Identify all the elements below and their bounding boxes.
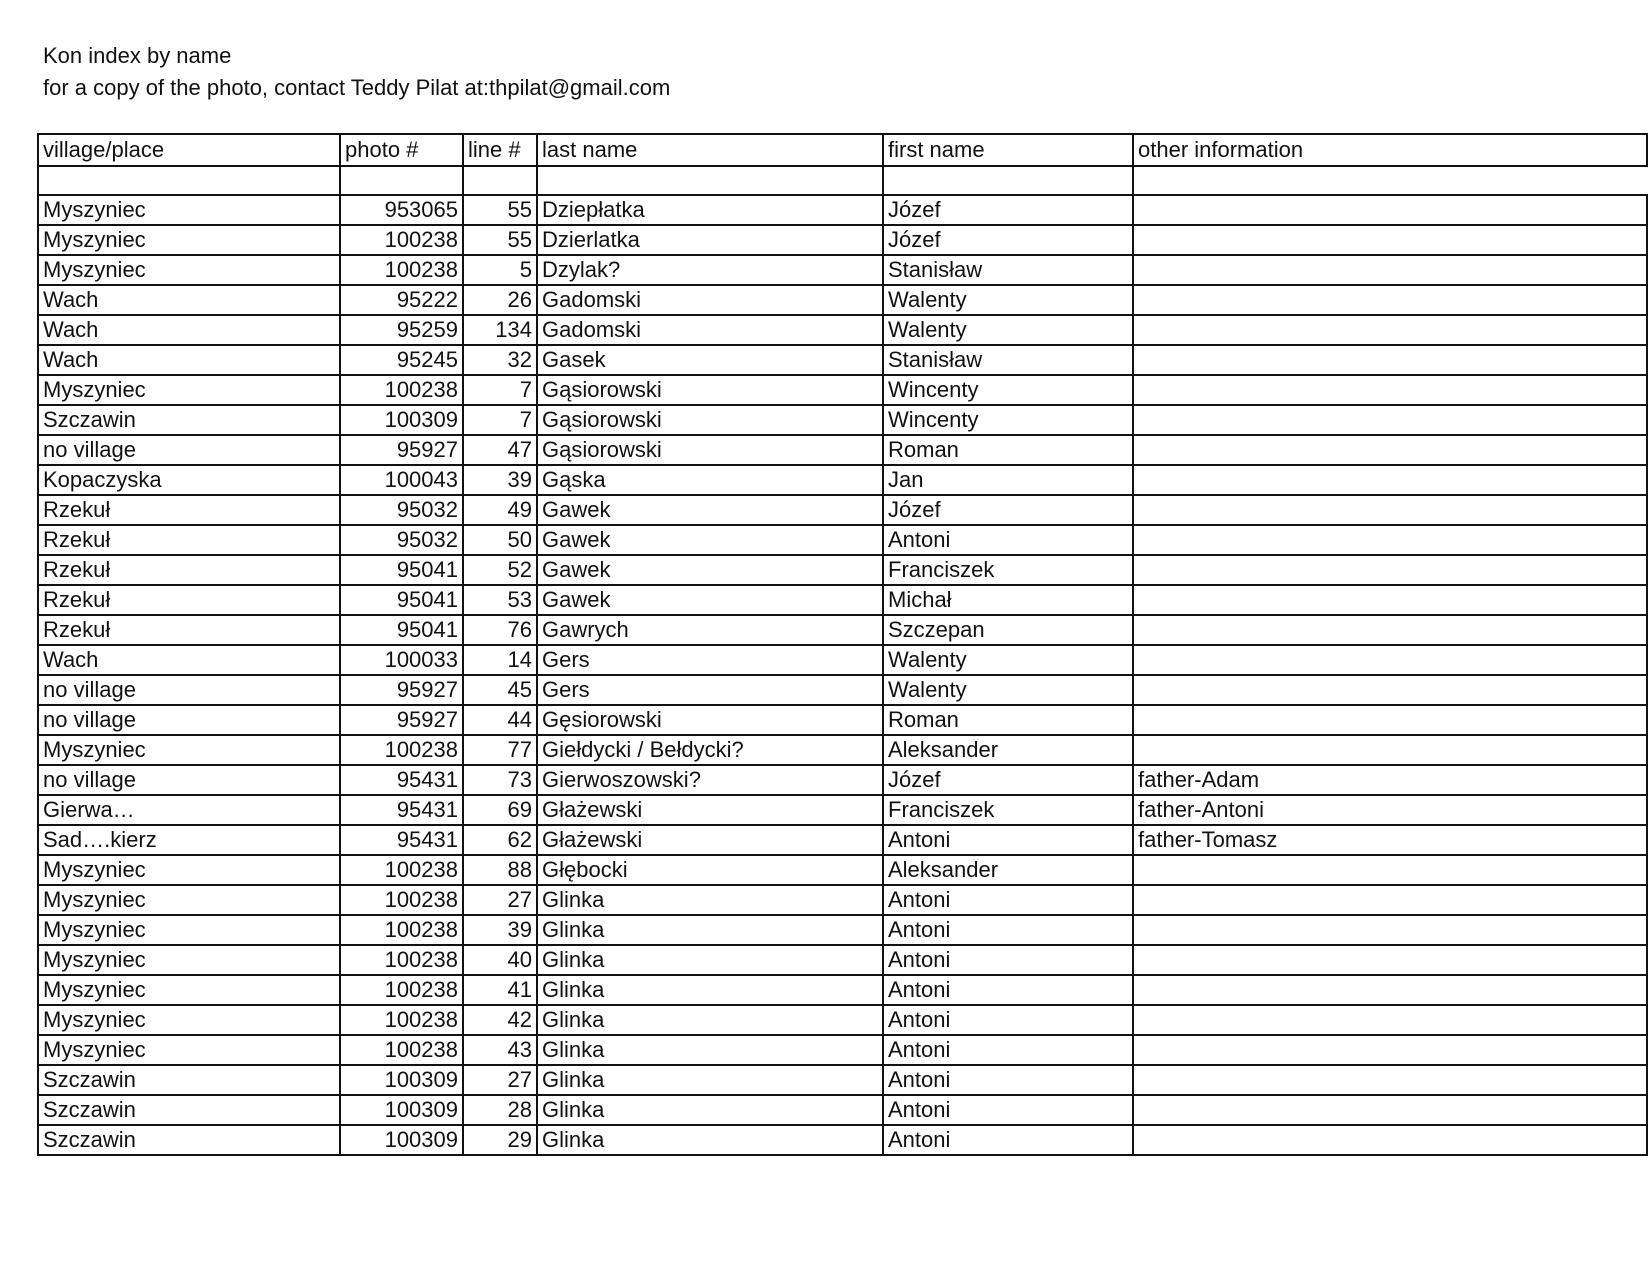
- photo-number-cell: 100238: [340, 915, 463, 945]
- line-number-cell: 42: [463, 1005, 537, 1035]
- first-name-cell: Wincenty: [883, 405, 1133, 435]
- last-name-cell: Gers: [537, 645, 883, 675]
- table-row: [38, 825, 1647, 855]
- line-number-cell: 55: [463, 195, 537, 225]
- first-name-cell: Antoni: [883, 885, 1133, 915]
- first-name-cell: Walenty: [883, 675, 1133, 705]
- village-cell: Myszyniec: [38, 1005, 340, 1035]
- other-information-cell: [1133, 525, 1647, 555]
- village-cell: Wach: [38, 285, 340, 315]
- village-cell: no village: [38, 675, 340, 705]
- photo-number-cell: 100238: [340, 735, 463, 765]
- line-number-cell: 53: [463, 585, 537, 615]
- photo-number-cell: 100309: [340, 1095, 463, 1125]
- photo-number-cell: 100238: [340, 375, 463, 405]
- table-row: [38, 255, 1647, 285]
- last-name-cell: Gęsiorowski: [537, 705, 883, 735]
- first-name-cell: Antoni: [883, 1065, 1133, 1095]
- last-name-cell: Dzylak?: [537, 255, 883, 285]
- line-number-cell: 77: [463, 735, 537, 765]
- other-information-cell: father-Tomasz: [1133, 825, 1647, 855]
- first-name-cell: Antoni: [883, 825, 1133, 855]
- table-row: [38, 1005, 1647, 1035]
- first-name-cell: Aleksander: [883, 735, 1133, 765]
- table-row: [38, 945, 1647, 975]
- table-row: [38, 1065, 1647, 1095]
- column-header-line: line #: [463, 134, 537, 166]
- last-name-cell: Głażewski: [537, 795, 883, 825]
- table-row: [38, 465, 1647, 495]
- line-number-cell: 40: [463, 945, 537, 975]
- last-name-cell: Glinka: [537, 945, 883, 975]
- other-information-cell: [1133, 1065, 1647, 1095]
- table-row: [38, 975, 1647, 1005]
- photo-number-cell: 100238: [340, 975, 463, 1005]
- first-name-cell: Antoni: [883, 1125, 1133, 1155]
- last-name-cell: Gąsiorowski: [537, 375, 883, 405]
- line-number-cell: 62: [463, 825, 537, 855]
- photo-number-cell: 100238: [340, 855, 463, 885]
- table-row: [38, 495, 1647, 525]
- table-row: [38, 555, 1647, 585]
- other-information-cell: father-Antoni: [1133, 795, 1647, 825]
- header-row: [38, 134, 1647, 166]
- document-subtitle: for a copy of the photo, contact Teddy Pilat at:thpilat@gmail.com: [43, 75, 671, 100]
- table-row: [38, 405, 1647, 435]
- last-name-cell: Glinka: [537, 915, 883, 945]
- last-name-cell: Gers: [537, 675, 883, 705]
- index-table: [37, 133, 1648, 1156]
- photo-number-cell: 100309: [340, 405, 463, 435]
- first-name-cell: Antoni: [883, 1035, 1133, 1065]
- last-name-cell: Głębocki: [537, 855, 883, 885]
- table-row: [38, 645, 1647, 675]
- other-information-cell: [1133, 345, 1647, 375]
- village-cell: Myszyniec: [38, 1035, 340, 1065]
- village-cell: Myszyniec: [38, 225, 340, 255]
- photo-number-cell: 95431: [340, 825, 463, 855]
- other-information-cell: [1133, 585, 1647, 615]
- last-name-cell: Gawek: [537, 585, 883, 615]
- other-information-cell: [1133, 315, 1647, 345]
- table-row: [38, 795, 1647, 825]
- photo-number-cell: 95032: [340, 525, 463, 555]
- photo-number-cell: 95041: [340, 585, 463, 615]
- village-cell: Myszyniec: [38, 195, 340, 225]
- column-header-last-name: last name: [537, 134, 883, 166]
- photo-number-cell: 95245: [340, 345, 463, 375]
- table-row: [38, 315, 1647, 345]
- line-number-cell: 32: [463, 345, 537, 375]
- blank-row: [38, 166, 1647, 195]
- column-header-other-information: other information: [1133, 134, 1647, 166]
- table-row: [38, 855, 1647, 885]
- last-name-cell: Gawek: [537, 495, 883, 525]
- other-information-cell: [1133, 945, 1647, 975]
- village-cell: Wach: [38, 345, 340, 375]
- line-number-cell: 14: [463, 645, 537, 675]
- last-name-cell: Gierwoszowski?: [537, 765, 883, 795]
- column-header-photo: photo #: [340, 134, 463, 166]
- first-name-cell: Jan: [883, 465, 1133, 495]
- first-name-cell: Walenty: [883, 315, 1133, 345]
- last-name-cell: Gadomski: [537, 285, 883, 315]
- blank-cell: [463, 166, 537, 195]
- village-cell: no village: [38, 765, 340, 795]
- blank-cell: [883, 166, 1133, 195]
- table-row: [38, 525, 1647, 555]
- photo-number-cell: 95431: [340, 765, 463, 795]
- photo-number-cell: 100238: [340, 945, 463, 975]
- other-information-cell: father-Adam: [1133, 765, 1647, 795]
- other-information-cell: [1133, 465, 1647, 495]
- other-information-cell: [1133, 495, 1647, 525]
- first-name-cell: Szczepan: [883, 615, 1133, 645]
- blank-cell: [340, 166, 463, 195]
- photo-number-cell: 100043: [340, 465, 463, 495]
- village-cell: no village: [38, 705, 340, 735]
- table-row: [38, 1035, 1647, 1065]
- village-cell: Myszyniec: [38, 735, 340, 765]
- first-name-cell: Franciszek: [883, 555, 1133, 585]
- table-row: [38, 885, 1647, 915]
- village-cell: Rzekuł: [38, 615, 340, 645]
- table-row: [38, 1125, 1647, 1155]
- document-header: [43, 40, 670, 104]
- photo-number-cell: 100238: [340, 255, 463, 285]
- other-information-cell: [1133, 195, 1647, 225]
- line-number-cell: 88: [463, 855, 537, 885]
- other-information-cell: [1133, 675, 1647, 705]
- last-name-cell: Gadomski: [537, 315, 883, 345]
- line-number-cell: 73: [463, 765, 537, 795]
- last-name-cell: Gąsiorowski: [537, 435, 883, 465]
- village-cell: Myszyniec: [38, 855, 340, 885]
- photo-number-cell: 95927: [340, 435, 463, 465]
- first-name-cell: Antoni: [883, 525, 1133, 555]
- last-name-cell: Glinka: [537, 1005, 883, 1035]
- blank-cell: [38, 166, 340, 195]
- line-number-cell: 39: [463, 915, 537, 945]
- line-number-cell: 39: [463, 465, 537, 495]
- photo-number-cell: 95927: [340, 675, 463, 705]
- last-name-cell: Gawrych: [537, 615, 883, 645]
- last-name-cell: Glinka: [537, 1095, 883, 1125]
- other-information-cell: [1133, 705, 1647, 735]
- photo-number-cell: 95259: [340, 315, 463, 345]
- photo-number-cell: 953065: [340, 195, 463, 225]
- village-cell: Myszyniec: [38, 375, 340, 405]
- village-cell: Rzekuł: [38, 525, 340, 555]
- last-name-cell: Gawek: [537, 555, 883, 585]
- line-number-cell: 52: [463, 555, 537, 585]
- first-name-cell: Roman: [883, 705, 1133, 735]
- table-row: [38, 915, 1647, 945]
- table-row: [38, 375, 1647, 405]
- first-name-cell: Stanisław: [883, 345, 1133, 375]
- other-information-cell: [1133, 375, 1647, 405]
- table-row: [38, 735, 1647, 765]
- village-cell: Wach: [38, 315, 340, 345]
- line-number-cell: 50: [463, 525, 537, 555]
- line-number-cell: 7: [463, 405, 537, 435]
- last-name-cell: Giełdycki / Bełdycki?: [537, 735, 883, 765]
- photo-number-cell: 95222: [340, 285, 463, 315]
- first-name-cell: Józef: [883, 765, 1133, 795]
- first-name-cell: Wincenty: [883, 375, 1133, 405]
- first-name-cell: Antoni: [883, 915, 1133, 945]
- line-number-cell: 27: [463, 885, 537, 915]
- other-information-cell: [1133, 615, 1647, 645]
- table-row: [38, 705, 1647, 735]
- photo-number-cell: 95032: [340, 495, 463, 525]
- photo-number-cell: 95431: [340, 795, 463, 825]
- line-number-cell: 26: [463, 285, 537, 315]
- other-information-cell: [1133, 1095, 1647, 1125]
- table-row: [38, 1095, 1647, 1125]
- line-number-cell: 5: [463, 255, 537, 285]
- photo-number-cell: 100309: [340, 1065, 463, 1095]
- table-row: [38, 585, 1647, 615]
- village-cell: Szczawin: [38, 405, 340, 435]
- line-number-cell: 7: [463, 375, 537, 405]
- last-name-cell: Glinka: [537, 975, 883, 1005]
- line-number-cell: 28: [463, 1095, 537, 1125]
- village-cell: Kopaczyska: [38, 465, 340, 495]
- other-information-cell: [1133, 225, 1647, 255]
- line-number-cell: 44: [463, 705, 537, 735]
- village-cell: Myszyniec: [38, 915, 340, 945]
- other-information-cell: [1133, 915, 1647, 945]
- other-information-cell: [1133, 855, 1647, 885]
- photo-number-cell: 100238: [340, 225, 463, 255]
- village-cell: Szczawin: [38, 1125, 340, 1155]
- village-cell: Sad….kierz: [38, 825, 340, 855]
- last-name-cell: Glinka: [537, 1125, 883, 1155]
- last-name-cell: Gąska: [537, 465, 883, 495]
- first-name-cell: Antoni: [883, 1005, 1133, 1035]
- village-cell: Rzekuł: [38, 495, 340, 525]
- line-number-cell: 55: [463, 225, 537, 255]
- blank-cell: [1133, 166, 1647, 195]
- line-number-cell: 29: [463, 1125, 537, 1155]
- village-cell: Szczawin: [38, 1065, 340, 1095]
- last-name-cell: Głażewski: [537, 825, 883, 855]
- village-cell: Myszyniec: [38, 885, 340, 915]
- table-row: [38, 345, 1647, 375]
- other-information-cell: [1133, 1005, 1647, 1035]
- village-cell: Myszyniec: [38, 945, 340, 975]
- first-name-cell: Antoni: [883, 945, 1133, 975]
- table-row: [38, 675, 1647, 705]
- first-name-cell: Walenty: [883, 285, 1133, 315]
- village-cell: Wach: [38, 645, 340, 675]
- other-information-cell: [1133, 405, 1647, 435]
- other-information-cell: [1133, 555, 1647, 585]
- table-row: [38, 765, 1647, 795]
- last-name-cell: Dzierlatka: [537, 225, 883, 255]
- other-information-cell: [1133, 255, 1647, 285]
- line-number-cell: 76: [463, 615, 537, 645]
- first-name-cell: Walenty: [883, 645, 1133, 675]
- other-information-cell: [1133, 975, 1647, 1005]
- first-name-cell: Aleksander: [883, 855, 1133, 885]
- village-cell: Myszyniec: [38, 255, 340, 285]
- village-cell: Rzekuł: [38, 555, 340, 585]
- line-number-cell: 49: [463, 495, 537, 525]
- table-row: [38, 615, 1647, 645]
- photo-number-cell: 100238: [340, 1005, 463, 1035]
- blank-cell: [537, 166, 883, 195]
- first-name-cell: Roman: [883, 435, 1133, 465]
- first-name-cell: Franciszek: [883, 795, 1133, 825]
- first-name-cell: Józef: [883, 225, 1133, 255]
- column-header-village: village/place: [38, 134, 340, 166]
- line-number-cell: 47: [463, 435, 537, 465]
- photo-number-cell: 100309: [340, 1125, 463, 1155]
- village-cell: Myszyniec: [38, 975, 340, 1005]
- village-cell: Szczawin: [38, 1095, 340, 1125]
- table-row: [38, 435, 1647, 465]
- village-cell: no village: [38, 435, 340, 465]
- table-row: [38, 225, 1647, 255]
- first-name-cell: Antoni: [883, 975, 1133, 1005]
- photo-number-cell: 95041: [340, 615, 463, 645]
- other-information-cell: [1133, 645, 1647, 675]
- other-information-cell: [1133, 285, 1647, 315]
- last-name-cell: Dziepłatka: [537, 195, 883, 225]
- last-name-cell: Gąsiorowski: [537, 405, 883, 435]
- photo-number-cell: 100238: [340, 1035, 463, 1065]
- photo-number-cell: 100238: [340, 885, 463, 915]
- other-information-cell: [1133, 1035, 1647, 1065]
- village-cell: Gierwa…: [38, 795, 340, 825]
- first-name-cell: Antoni: [883, 1095, 1133, 1125]
- last-name-cell: Glinka: [537, 1065, 883, 1095]
- photo-number-cell: 95041: [340, 555, 463, 585]
- line-number-cell: 134: [463, 315, 537, 345]
- last-name-cell: Gasek: [537, 345, 883, 375]
- line-number-cell: 27: [463, 1065, 537, 1095]
- document-title: Kon index by name: [43, 43, 232, 68]
- first-name-cell: Józef: [883, 495, 1133, 525]
- line-number-cell: 43: [463, 1035, 537, 1065]
- first-name-cell: Michał: [883, 585, 1133, 615]
- column-header-first-name: first name: [883, 134, 1133, 166]
- other-information-cell: [1133, 885, 1647, 915]
- first-name-cell: Józef: [883, 195, 1133, 225]
- line-number-cell: 41: [463, 975, 537, 1005]
- line-number-cell: 45: [463, 675, 537, 705]
- photo-number-cell: 95927: [340, 705, 463, 735]
- other-information-cell: [1133, 1125, 1647, 1155]
- village-cell: Rzekuł: [38, 585, 340, 615]
- last-name-cell: Glinka: [537, 885, 883, 915]
- last-name-cell: Glinka: [537, 1035, 883, 1065]
- table-row: [38, 285, 1647, 315]
- other-information-cell: [1133, 435, 1647, 465]
- other-information-cell: [1133, 735, 1647, 765]
- last-name-cell: Gawek: [537, 525, 883, 555]
- table-row: [38, 195, 1647, 225]
- photo-number-cell: 100033: [340, 645, 463, 675]
- line-number-cell: 69: [463, 795, 537, 825]
- first-name-cell: Stanisław: [883, 255, 1133, 285]
